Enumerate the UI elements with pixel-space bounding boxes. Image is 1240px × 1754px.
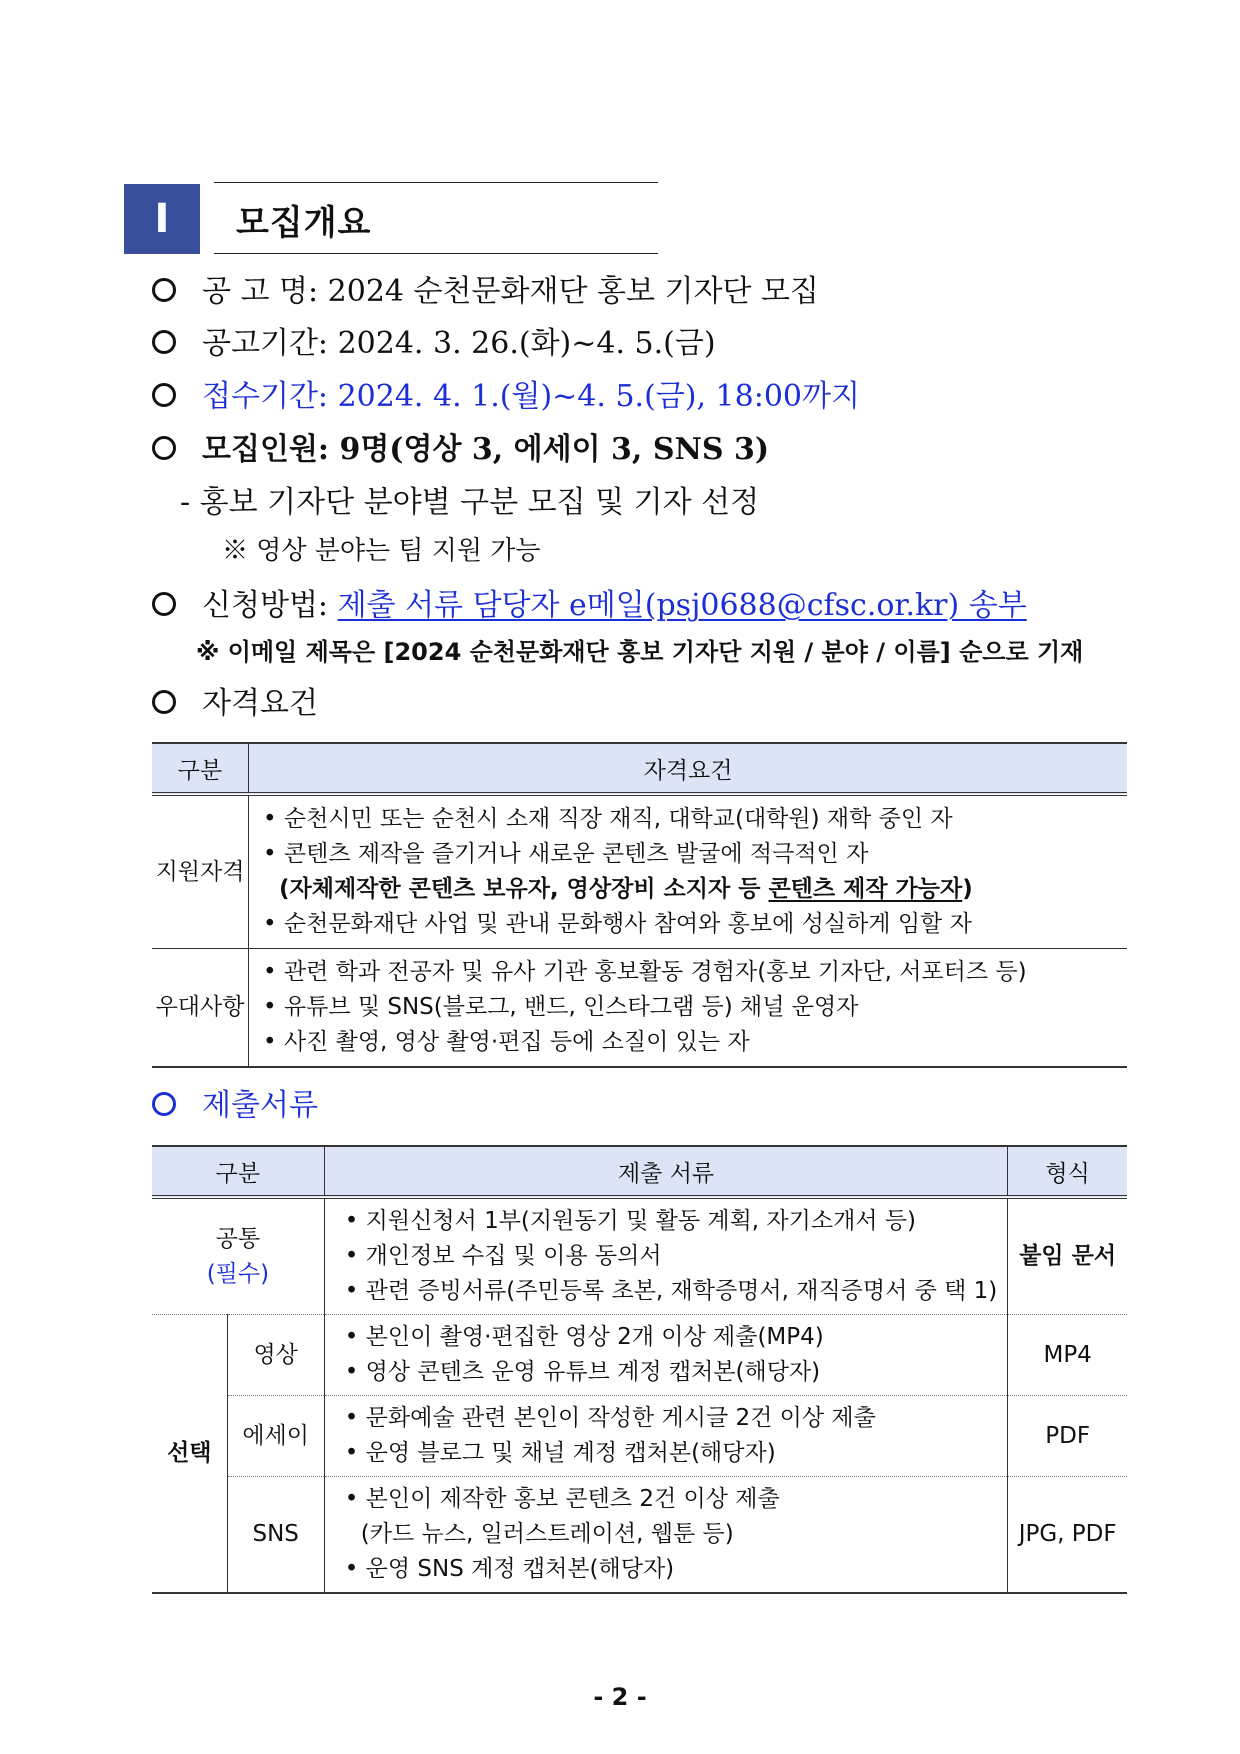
row-items: [249, 949, 1128, 1068]
common-items: [324, 1197, 1008, 1315]
section-title: 모집개요: [236, 203, 372, 243]
list-item: • 관련 증빙서류(주민등록 초본, 재학증명서, 재직증명서 중 택 1): [344, 1278, 998, 1304]
recruit-value: 9명(영상 3, 에세이 3, SNS 3): [339, 432, 770, 467]
notice-label: 공 고 명:: [202, 274, 319, 309]
row-category: 지원자격: [152, 794, 249, 949]
page-number: - 2 -: [593, 1683, 647, 1711]
qual-title: 자격요건: [202, 686, 318, 721]
bold-part-b: 콘텐츠 제작 가능자: [768, 876, 963, 902]
field-format: JPG, PDF: [1008, 1477, 1127, 1594]
recruit-sub: - 홍보 기자단 분야별 구분 모집 및 기자 선정: [180, 485, 760, 520]
list-item: • 순천문화재단 사업 및 관내 문화행사 참여와 홍보에 성실하게 임할 자: [263, 911, 972, 937]
header-qualification: 자격요건: [249, 743, 1128, 794]
receipt-line: [152, 371, 860, 415]
documents-title-line: [152, 1080, 318, 1124]
field-format: PDF: [1008, 1396, 1127, 1477]
list-item: • 운영 SNS 계정 캡처본(해당자): [344, 1556, 675, 1582]
table-row: [152, 1315, 1127, 1396]
list-item: (카드 뉴스, 일러스트레이션, 웹툰 등): [360, 1521, 734, 1547]
recruit-line: [152, 424, 769, 468]
list-item: • 순천시민 또는 순천시 소재 직장 재직, 대학교(대학원) 재학 중인 자: [263, 806, 953, 832]
list-item: • 본인이 제작한 홍보 콘텐츠 2건 이상 제출: [344, 1486, 780, 1512]
circle-bullet-icon: [152, 330, 176, 354]
apply-value: 제출 서류 담당자 e메일(psj0688@cfsc.or.kr) 송부: [337, 588, 1027, 623]
field-items: [324, 1477, 1008, 1594]
documents-title: 제출서류: [202, 1088, 318, 1123]
list-item: • 지원신청서 1부(지원동기 및 활동 계획, 자기소개서 등): [344, 1208, 917, 1234]
apply-note: ※ 이메일 제목은 [2024 순천문화재단 홍보 기자단 지원 / 분야 / 이름] 순으로 기재: [196, 638, 1084, 666]
field-items: [324, 1315, 1008, 1396]
qual-title-line: [152, 678, 318, 722]
table-header-row: [152, 1146, 1127, 1197]
header-category: 구분: [152, 1146, 324, 1197]
table-row: [152, 949, 1127, 1068]
period-value: 2024. 3. 26.(화)~4. 5.(금): [337, 326, 716, 361]
field-items: [324, 1396, 1008, 1477]
receipt-label: 접수기간:: [202, 379, 329, 414]
apply-line: [152, 580, 1027, 624]
circle-bullet-icon: [152, 383, 176, 407]
field-label: 영상: [227, 1315, 324, 1396]
field-format: MP4: [1008, 1315, 1127, 1396]
circle-bullet-icon: [152, 278, 176, 302]
header-format: 형식: [1008, 1146, 1127, 1197]
section-title-box: [214, 182, 658, 254]
notice-line: [152, 266, 819, 310]
select-category: 선택: [152, 1315, 227, 1594]
list-item: • 사진 촬영, 영상 촬영·편집 등에 소질이 있는 자: [263, 1029, 750, 1055]
documents-table: [152, 1145, 1127, 1594]
list-item: [263, 872, 1113, 907]
circle-bullet-icon: [152, 592, 176, 616]
required-label: (필수): [206, 1260, 270, 1287]
circle-bullet-icon: [152, 1092, 176, 1116]
header-documents: 제출 서류: [324, 1146, 1008, 1197]
row-items: [249, 794, 1128, 949]
circle-bullet-icon: [152, 436, 176, 460]
table-header-row: [152, 743, 1127, 794]
table-row: [152, 794, 1127, 949]
list-item: • 영상 콘텐츠 운영 유튜브 계정 캡처본(해당자): [344, 1359, 821, 1385]
common-category: [152, 1197, 324, 1315]
period-label: 공고기간:: [202, 326, 329, 361]
list-item: • 본인이 촬영·편집한 영상 2개 이상 제출(MP4): [344, 1324, 824, 1350]
period-line: [152, 318, 716, 362]
recruit-label: 모집인원:: [202, 432, 329, 467]
circle-bullet-icon: [152, 690, 176, 714]
recruit-note: ※ 영상 분야는 팀 지원 가능: [222, 536, 541, 566]
list-item: • 유튜브 및 SNS(블로그, 밴드, 인스타그램 등) 채널 운영자: [263, 994, 859, 1020]
list-item: • 운영 블로그 및 채널 계정 캡처본(해당자): [344, 1440, 776, 1466]
section-number: Ⅰ: [124, 184, 200, 254]
table-row: [152, 1477, 1127, 1594]
list-item: • 개인정보 수집 및 이용 동의서: [344, 1243, 662, 1269]
bold-part-c: ): [962, 876, 973, 902]
list-item: • 관련 학과 전공자 및 유사 기관 홍보활동 경험자(홍보 기자단, 서포터즈 등): [263, 959, 1027, 985]
list-item: • 문화예술 관련 본인이 작성한 게시글 2건 이상 제출: [344, 1405, 876, 1431]
apply-label: 신청방법:: [202, 588, 329, 623]
table-row: [152, 1197, 1127, 1315]
notice-value: 2024 순천문화재단 홍보 기자단 모집: [327, 274, 819, 309]
list-item: • 콘텐츠 제작을 즐기거나 새로운 콘텐츠 발굴에 적극적인 자: [263, 841, 869, 867]
row-category: 우대사항: [152, 949, 249, 1068]
field-label: 에세이: [227, 1396, 324, 1477]
header-category: 구분: [152, 743, 249, 794]
common-label: 공통: [215, 1225, 261, 1252]
table-row: [152, 1396, 1127, 1477]
qualification-table: [152, 742, 1127, 1068]
bold-part-a: (자체제작한 콘텐츠 보유자, 영상장비 소지자 등: [279, 876, 769, 902]
field-label: SNS: [227, 1477, 324, 1594]
receipt-value: 2024. 4. 1.(월)~4. 5.(금), 18:00까지: [337, 379, 860, 414]
common-format: 붙임 문서: [1008, 1197, 1127, 1315]
